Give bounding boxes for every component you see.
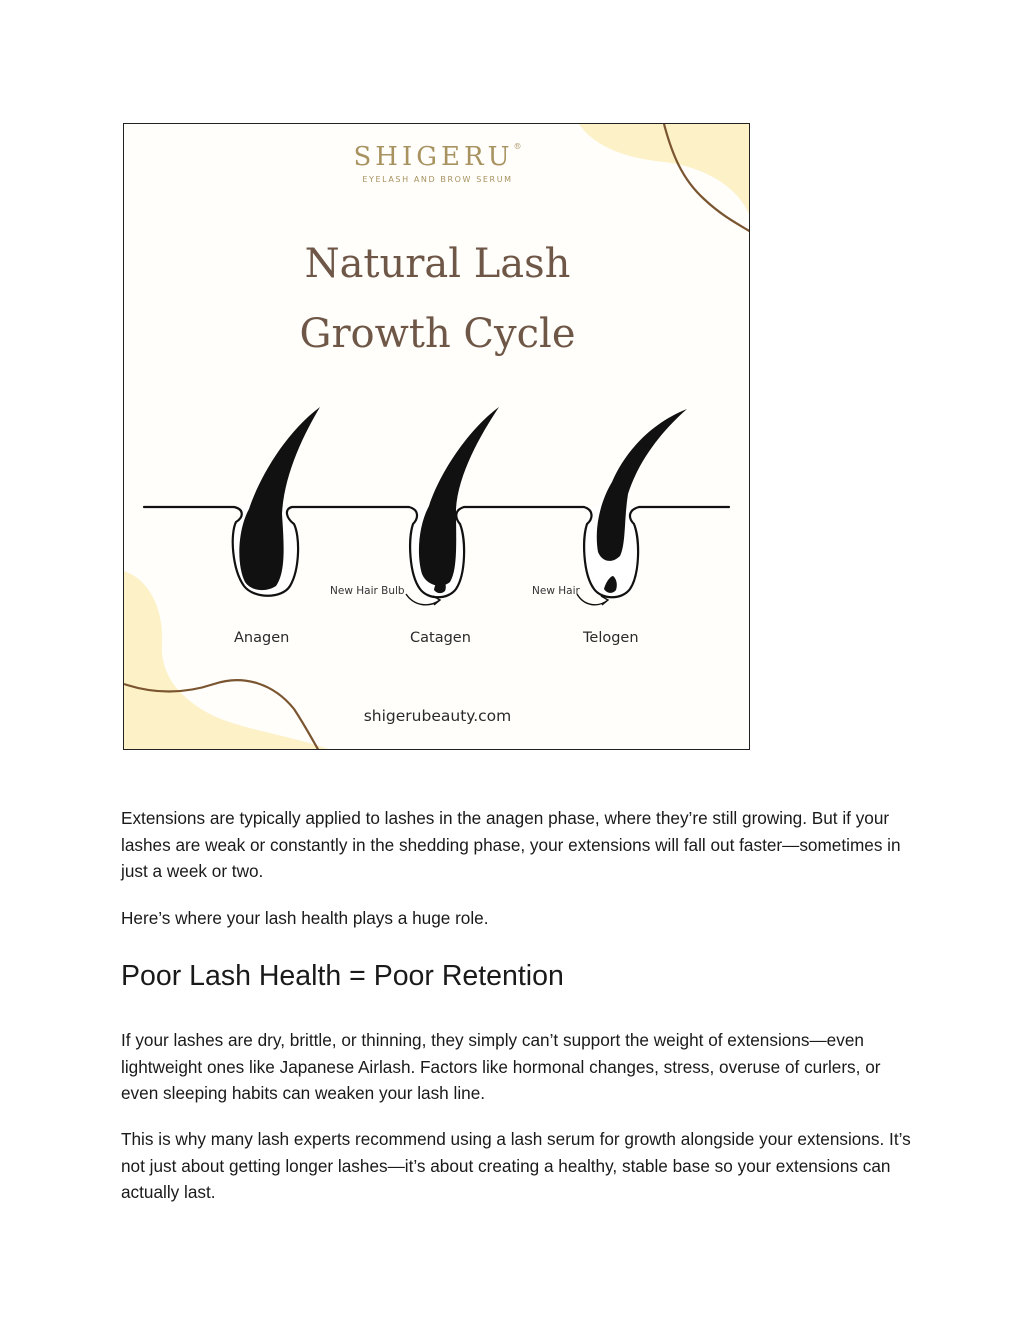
catagen-follicle (409, 407, 499, 597)
phase-label-catagen: Catagen (410, 630, 471, 646)
brand-logo (124, 142, 750, 172)
anagen-follicle (233, 407, 320, 596)
registered-mark: ® (513, 142, 522, 151)
phase-label-anagen: Anagen (234, 630, 290, 646)
brand-subtitle: EYELASH AND BROW SERUM (362, 175, 513, 184)
infographic-title-line2: Growth Cycle (299, 311, 576, 357)
new-hair-bulb-note: New Hair Bulb (330, 585, 405, 597)
infographic-title-line1: Natural Lash (304, 241, 571, 287)
telogen-follicle (584, 409, 687, 597)
website-url: shigerubeauty.com (363, 707, 512, 725)
infographic-artwork (124, 124, 750, 750)
brand-name: SHIGERU (353, 142, 514, 172)
new-hair-note: New Hair (532, 585, 580, 597)
paragraph-lash-health: Here’s where your lash health plays a huge role. (121, 908, 489, 928)
lash-growth-infographic (123, 123, 750, 750)
paragraph-anagen-phase: Extensions are typically applied to lashes in the anagen phase, where they’re still growing. But if your lashes are weak or constantly in the shedding phase, your extensions will fall out faster—sometimes in just a week or two. (121, 808, 901, 881)
section-heading: Poor Lash Health = Poor Retention (121, 960, 564, 992)
phase-label-telogen: Telogen (583, 630, 639, 646)
paragraph-lash-serum: This is why many lash experts recommend using a lash serum for growth alongside your extensions. It’s not just about getting longer lashes—it’s about creating a healthy, stable base so your extensions can actually last. (121, 1129, 911, 1202)
paragraph-weak-lashes: If your lashes are dry, brittle, or thinning, they simply can’t support the weight of extensions—even lightweight ones like Japanese Airlash. Factors like hormonal changes, stress, overuse of curlers, or even sleeping habits can weaken your lash line. (121, 1030, 881, 1103)
